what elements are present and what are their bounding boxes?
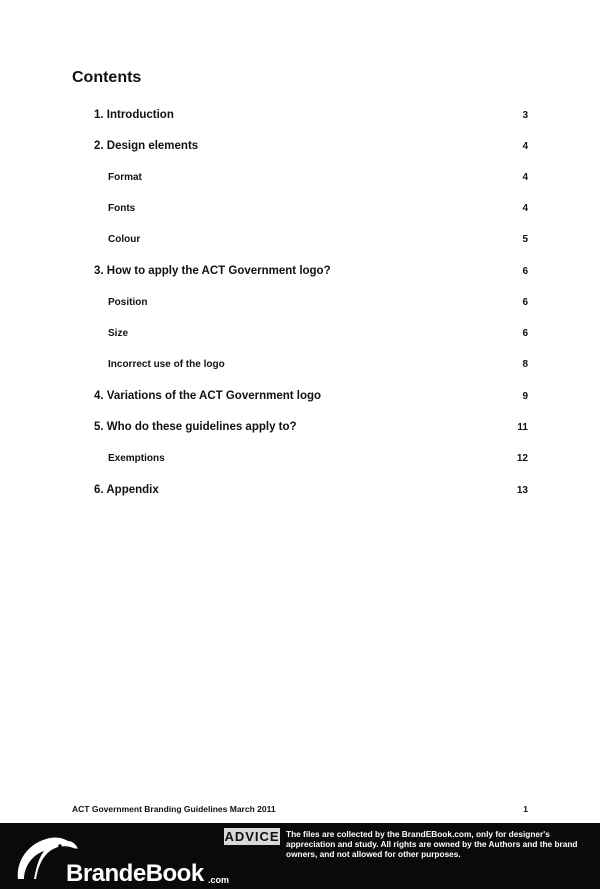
toc-entry-label: Exemptions bbox=[108, 453, 165, 464]
copyright-notice: The files are collected by the BrandEBook.com, only for designer's appreciation and study. All rights are owned by the Authors and the brand owners, and not allowed for other purposes. bbox=[286, 829, 578, 859]
toc-entry-label: 6. Appendix bbox=[94, 484, 159, 496]
page-title: Contents bbox=[72, 69, 142, 86]
watermark-banner bbox=[0, 823, 600, 889]
toc-entry-appendix[interactable] bbox=[0, 484, 600, 500]
toc-entry-page: 3 bbox=[522, 110, 528, 121]
footer-document-title: ACT Government Branding Guidelines March 2011 bbox=[72, 804, 276, 814]
toc-entry-page: 4 bbox=[522, 203, 528, 214]
toc-subentry-position[interactable] bbox=[0, 297, 600, 313]
brand-domain-suffix: .com bbox=[208, 875, 230, 885]
advice-label: ADVICE bbox=[224, 829, 280, 844]
toc-entry-label: 3. How to apply the ACT Government logo? bbox=[94, 265, 331, 277]
toc-subentry-incorrect-use[interactable] bbox=[0, 359, 600, 375]
footer-page-number: 1 bbox=[523, 804, 528, 814]
toc-entry-variations[interactable] bbox=[0, 390, 600, 406]
toc-entry-page: 4 bbox=[522, 172, 528, 183]
toc-entry-introduction[interactable] bbox=[0, 109, 600, 125]
toc-entry-label: Position bbox=[108, 297, 148, 308]
toc-entry-page: 9 bbox=[522, 391, 528, 402]
brand-wordmark: BrandeBook bbox=[66, 860, 204, 887]
toc-entry-design-elements[interactable] bbox=[0, 140, 600, 156]
toc-entry-page: 5 bbox=[522, 234, 528, 245]
toc-entry-page: 13 bbox=[516, 485, 528, 496]
toc-entry-page: 12 bbox=[516, 453, 528, 464]
toc-entry-page: 6 bbox=[522, 328, 528, 339]
toc-entry-label: 5. Who do these guidelines apply to? bbox=[94, 421, 297, 433]
toc-subentry-colour[interactable] bbox=[0, 234, 600, 250]
toc-entry-label: Incorrect use of the logo bbox=[108, 359, 225, 370]
toc-entry-page: 4 bbox=[522, 141, 528, 152]
toc-entry-page: 6 bbox=[522, 266, 528, 277]
page-footer bbox=[72, 804, 528, 814]
toc-entry-label: Fonts bbox=[108, 203, 136, 214]
toc-entry-page: 8 bbox=[522, 359, 528, 370]
toc-entry-label: Colour bbox=[108, 234, 141, 245]
toc-entry-who-applies[interactable] bbox=[0, 421, 600, 437]
toc-entry-label: 2. Design elements bbox=[94, 140, 199, 152]
toc-subentry-fonts[interactable] bbox=[0, 203, 600, 219]
toc-entry-label: 1. Introduction bbox=[94, 109, 174, 121]
toc-entry-label: 4. Variations of the ACT Government logo bbox=[94, 390, 322, 402]
toc-entry-apply-logo[interactable] bbox=[0, 265, 600, 281]
toc-entry-label: Size bbox=[108, 328, 129, 339]
toc-entry-page: 11 bbox=[517, 422, 528, 433]
toc-entry-label: Format bbox=[108, 172, 142, 183]
toc-subentry-exemptions[interactable] bbox=[0, 453, 600, 469]
toc-subentry-format[interactable] bbox=[0, 172, 600, 188]
toc-subentry-size[interactable] bbox=[0, 328, 600, 344]
toc-entry-page: 6 bbox=[522, 297, 528, 308]
